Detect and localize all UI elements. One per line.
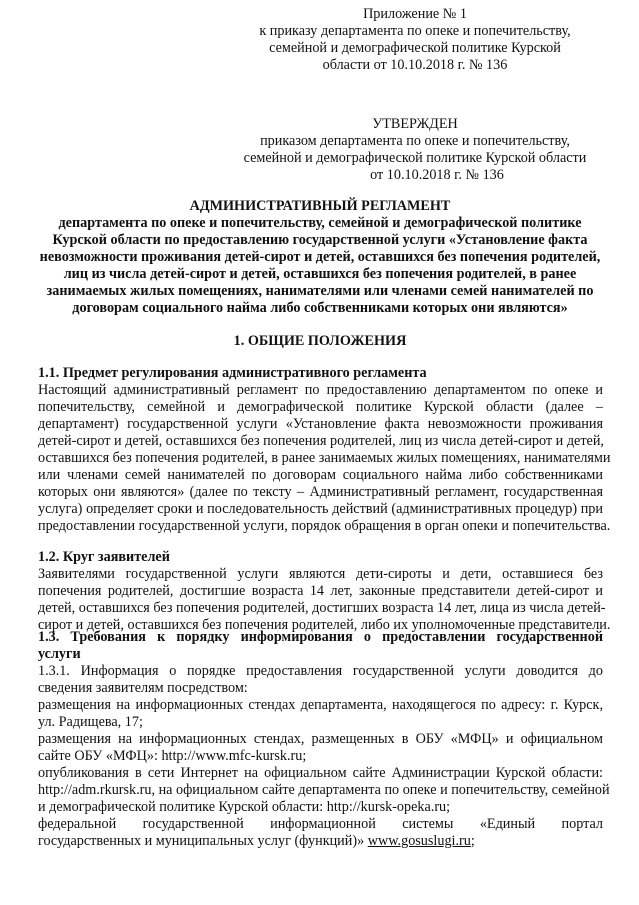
paragraph-line: детей, оставшихся без попечения родителей, достигших возраста 14 лет, лица из числа детей- xyxy=(38,600,606,616)
paragraph-line: детей-сирот и детей, оставшихся без попечения родителей, лиц из числа детей-сирот и детей, xyxy=(38,433,604,449)
paragraph-line: сирот и детей, оставшихся без попечения родителей, либо их уполномоченные представители. xyxy=(38,617,611,633)
paragraph-line: и демографической политике Курской области: http://kursk-opeka.ru; xyxy=(38,799,451,815)
regulation-title: АДМИНИСТРАТИВНЫЙ РЕГЛАМЕНТ xyxy=(189,198,451,214)
paragraph-line: http://adm.rkursk.ru, на официальном сайте департамента по опеке и попечительству, семейной xyxy=(38,782,610,798)
paragraph-line: 1.3.1. Информация о порядке предоставления государственной услуги доводится до xyxy=(38,663,603,679)
paragraph-text: государственных и муниципальных услуг (функций)» xyxy=(38,833,368,849)
gosuslugi-link[interactable]: www.gosuslugi.ru xyxy=(367,833,471,849)
paragraph-line: размещения на информационных стендах, размещенных в ОБУ «МФЦ» и официальном xyxy=(38,731,603,747)
subtitle-line: департамента по опеке и попечительству, семейной и демографической политике xyxy=(58,215,582,231)
paragraph-line: федеральной государственной информационной системы «Единый портал xyxy=(38,816,603,832)
subtitle-line: невозможности проживания детей-сирот и детей, оставшихся без попечения родителей, xyxy=(39,249,601,265)
approved-line: семейной и демографической политике Курской области xyxy=(243,150,587,166)
approved-line: приказом департамента по опеке и попечительству, xyxy=(260,133,570,149)
paragraph-line: попечительству, семейной и демографической политике Курской области (далее – xyxy=(38,399,603,415)
appendix-line: Приложение № 1 xyxy=(363,6,467,22)
paragraph-line: департамент) государственной услуги «Установление факта невозможности проживания xyxy=(38,416,603,432)
appendix-header xyxy=(230,6,600,74)
paragraph-line: услуга) определяет сроки и последовательность действий (административных процедур) при xyxy=(38,501,603,517)
paragraph-line: оставшихся без попечения родителей, в ранее занимаемых жилых помещениях, нанимателями xyxy=(38,450,611,466)
regulation-subtitle xyxy=(20,215,620,317)
section-heading: 1.3. Требования к порядку информирования о предоставлении государственной xyxy=(38,629,603,645)
appendix-line: семейной и демографической политике Курской xyxy=(269,40,561,56)
section-heading: 1.1. Предмет регулирования административного регламента xyxy=(38,365,427,381)
paragraph-line xyxy=(38,833,603,850)
approved-header xyxy=(230,116,600,184)
approved-line: от 10.10.2018 г. № 136 xyxy=(370,167,504,183)
paragraph-line: Настоящий административный регламент по предоставлению департаментом по опеке и xyxy=(38,382,603,398)
approved-line: УТВЕРЖДЕН xyxy=(372,116,458,132)
paragraph-line: сайте ОБУ «МФЦ»: http://www.mfc-kursk.ru; xyxy=(38,748,307,764)
section-title: 1. ОБЩИЕ ПОЛОЖЕНИЯ xyxy=(233,333,407,349)
subtitle-line: Курской области по предоставлению государственной услуги «Установление факта xyxy=(52,232,588,248)
subtitle-line: занимаемых жилых помещениях, нанимателями или членами семей нанимателей по xyxy=(46,283,594,299)
appendix-line: к приказу департамента по опеке и попечительству, xyxy=(259,23,571,39)
paragraph-line: попечения родителей, достигшие возраста 14 лет, законные представители детей-сирот и xyxy=(38,583,603,599)
section-heading: услуги xyxy=(38,646,81,662)
section-1-1 xyxy=(38,365,611,535)
paragraph-line: ул. Радищева, 17; xyxy=(38,714,143,730)
paragraph-line: или членами семей нанимателей по договорам социального найма либо собственниками xyxy=(38,467,603,483)
paragraph-line: предоставлении государственной услуги, порядок обращения в орган опеки и попечительства. xyxy=(38,518,611,534)
paragraph-line: сведения заявителям посредством: xyxy=(38,680,248,696)
section-1-2 xyxy=(38,549,611,634)
section-heading: 1.2. Круг заявителей xyxy=(38,549,170,565)
appendix-line: области от 10.10.2018 г. № 136 xyxy=(322,57,508,73)
paragraph-line: размещения на информационных стендах департамента, находящегося по адресу: г. Курск, xyxy=(38,697,603,713)
paragraph-line: Заявителями государственной услуги являются дети-сироты и дети, оставшиеся без xyxy=(38,566,603,582)
subtitle-line: лиц из числа детей-сирот и детей, оставшихся без попечения родителей, в ранее xyxy=(63,266,577,282)
section-1-3 xyxy=(38,629,610,850)
paragraph-text: ; xyxy=(470,833,475,849)
paragraph-line: опубликования в сети Интернет на официальном сайте Администрации Курской области: xyxy=(38,765,603,781)
subtitle-line: договорам социального найма либо собственниками которых они являются» xyxy=(72,300,568,316)
paragraph-line: которых они являются» (далее по тексту – Административный регламент, государственная xyxy=(38,484,603,500)
